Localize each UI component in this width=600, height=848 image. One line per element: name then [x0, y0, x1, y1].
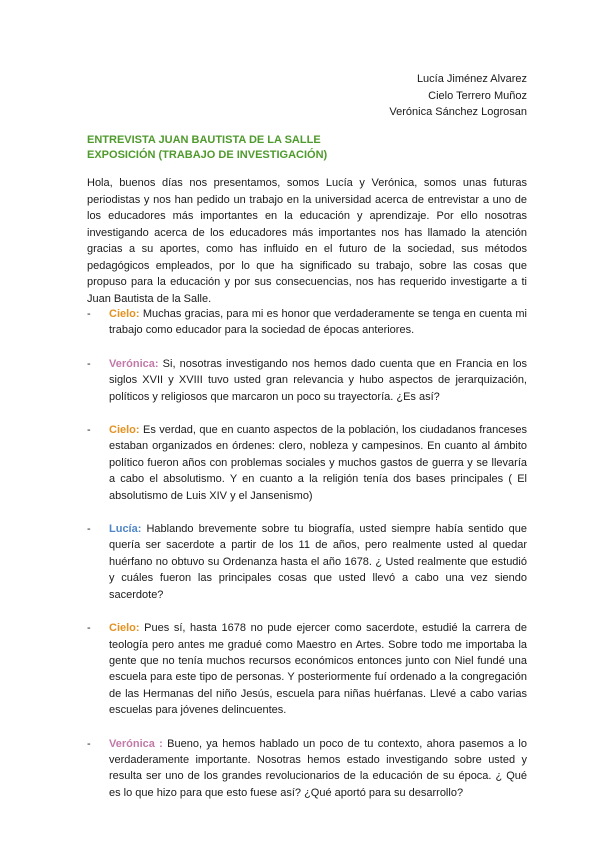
speaker-label: Verónica: [109, 357, 159, 370]
list-dash: - [87, 424, 91, 437]
dialogue-text: Si, nosotras investigando nos hemos dado cuenta que en Francia en los siglos XVII y XVIII tuvo usted gran relevancia y hubo aspectos de jerarquización, políticos y religiosos que marcaron un poco su trayectoría. ¿Es así? [109, 357, 527, 403]
author-name: Cielo Terrero Muñoz [428, 89, 527, 102]
dialogue-text: Pues sí, hasta 1678 no pude ejercer como sacerdote, estudié la carrera de teología pero antes me gradué como Maestro en Artes. Sobre todo me importaba la gente que no tenía muchos recursos económicos entonces junto con Niel fundé una escuela para este tipo de personas. Y posteriormente fuí ordenado a la congregación de las Hermanas del niño Jesús, escuela para niñas huérfanas. Llevé a cabo varias escuelas para jóvenes delincuentes. [109, 622, 527, 717]
dialogue-turn-veronica [87, 356, 527, 405]
dialogue-turn-cielo [87, 306, 527, 339]
list-dash: - [87, 737, 91, 750]
dialogue-turn-cielo [87, 422, 527, 504]
list-dash: - [87, 357, 91, 370]
speaker-label: Cielo: [109, 308, 140, 320]
list-dash: - [87, 308, 91, 320]
dialogue-text: Hablando brevemente sobre tu biografía, usted siempre había sentido que quería ser sacerdote a partir de los 11 de años, pero realmente usted al quedar huérfano no obtuvo su Ordenanza hasta el año 1678. ¿ Usted realmente que estudió y cuáles fueron las principales cosas que usted llevó a cabo una vez siendo sacerdote? [109, 523, 527, 601]
dialogue-text: Es verdad, que en cuanto aspectos de la población, los ciudadanos franceses estaban organizados en órdenes: clero, nobleza y campesinos. En cuanto al ámbito político fueron años con problemas sociales y muchos gastos de guerra y se llevaría a cabo el absolutismo. Y en cuanto a la religión tenía dos bases principales ( El absolutismo de Luis XIV y el Jansenismo) [109, 424, 527, 502]
author-list [389, 71, 527, 121]
speaker-label: Lucía: [109, 523, 142, 536]
intro-paragraph: Hola, buenos días nos presentamos, somos Lucía y Verónica, somos unas futuras periodistas y nos han pedido un trabajo en la universidad acerca de entrevistar a uno de los educadores más importantes en la educación y aprendizaje. Por ello nosotras investigando acerca de los educadores más importantes nos has llamado la atención gracias a su aportes, como has influido en el futuro de la sociedad, sus métodos pedagógicos empleados, por lo que ha significado su trabajo, sobre las cosas que propuso para la educación y por sus consecuencias, nos has requerido investigarte a ti Juan Bautista de la Salle. [87, 177, 527, 305]
dialogue-turn-lucia [87, 521, 527, 603]
document-titles [87, 133, 327, 163]
dialogue-text: Muchas gracias, para mi es honor que verdaderamente se tenga en cuenta mi trabajo como educador para la sociedad de épocas anteriores. [109, 308, 527, 337]
speaker-label: Cielo: [109, 622, 140, 635]
title-line-interview: ENTREVISTA JUAN BAUTISTA DE LA SALLE [87, 134, 321, 146]
interview-dialogue [87, 306, 527, 818]
speaker-label: Verónica : [109, 737, 163, 750]
dialogue-turn-cielo [87, 620, 527, 718]
author-name: Lucía Jiménez Alvarez [416, 73, 527, 85]
list-dash: - [87, 622, 91, 635]
dialogue-text: Bueno, ya hemos hablado un poco de tu contexto, ahora pasemos a lo verdaderamente importante. Nosotras hemos estado investigando sobre usted y resulta ser uno de los grandes revolucionarios de la educación de su época. ¿ Qué es lo que hizo para que esto fuese así? ¿Qué aportó para su desarrollo? [109, 737, 527, 799]
author-name: Verónica Sánchez Logrosan [389, 106, 527, 118]
list-dash: - [87, 523, 91, 536]
speaker-label: Cielo: [109, 424, 140, 437]
dialogue-turn-veronica [87, 736, 527, 802]
title-line-exposition: EXPOSICIÓN (TRABAJO DE INVESTIGACIÓN) [87, 149, 328, 161]
